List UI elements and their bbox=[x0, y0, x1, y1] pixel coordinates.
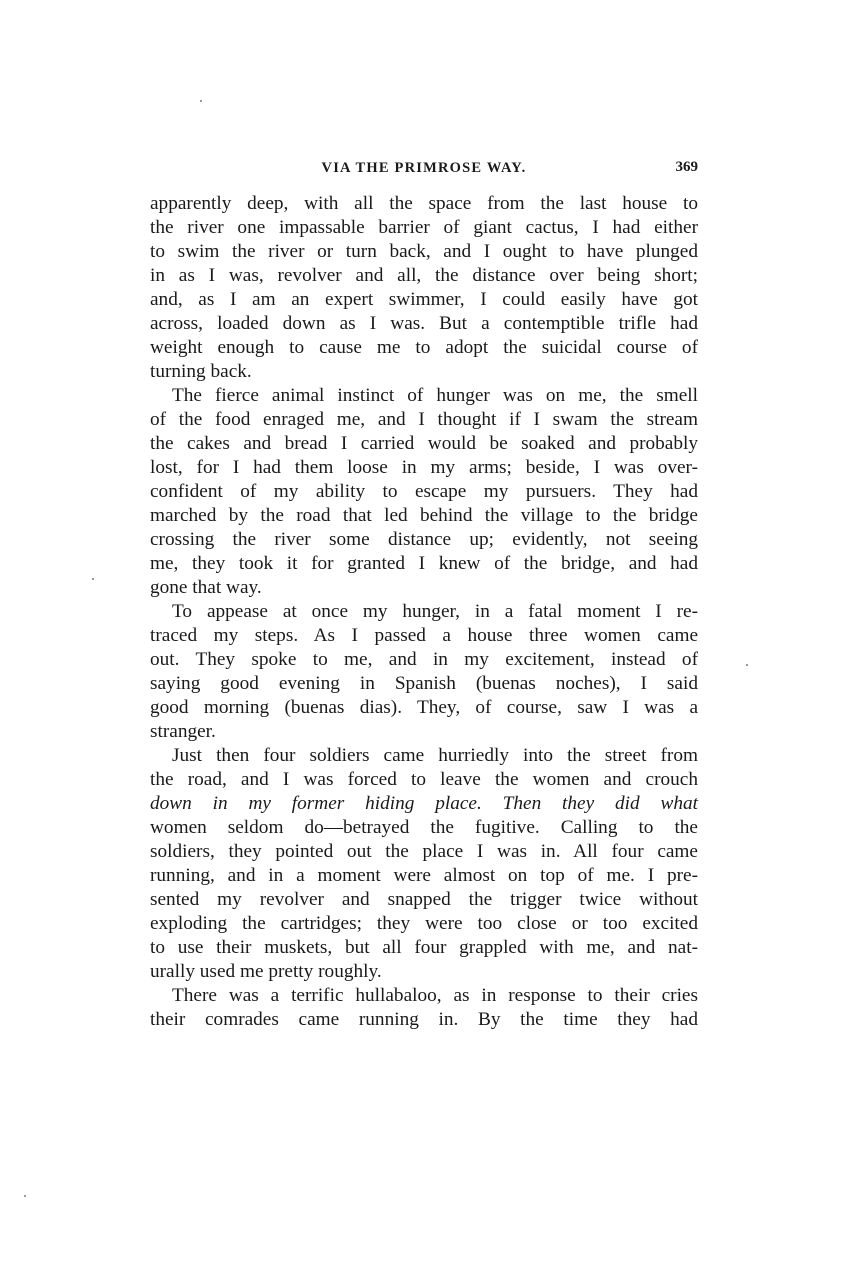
text-line: The fierce animal instinct of hunger was on me, the smell bbox=[172, 385, 698, 406]
text-line: marched by the road that led behind the village to the bridge bbox=[150, 505, 698, 526]
text-line: me, they took it for granted I knew of the bridge, and had bbox=[150, 553, 698, 574]
text-line: the road, and I was forced to leave the women and crouch bbox=[150, 769, 698, 790]
text-line: stranger. bbox=[150, 721, 216, 742]
text-line: women seldom do—betrayed the fugitive. Calling to the bbox=[150, 817, 698, 838]
text-line: across, loaded down as I was. But a contemptible trifle had bbox=[150, 313, 698, 334]
text-line: sented my revolver and snapped the trigger twice without bbox=[150, 889, 698, 910]
text-line: lost, for I had them loose in my arms; beside, I was over- bbox=[150, 457, 698, 478]
text-line: to swim the river or turn back, and I ought to have plunged bbox=[150, 241, 698, 262]
text-line: weight enough to cause me to adopt the suicidal course of bbox=[150, 337, 698, 358]
text-line: urally used me pretty roughly. bbox=[150, 961, 382, 982]
scan-speck bbox=[24, 1195, 26, 1197]
running-title: VIA THE PRIMROSE WAY. bbox=[321, 160, 527, 176]
text-line: traced my steps. As I passed a house three women came bbox=[150, 625, 698, 646]
scan-speck bbox=[92, 578, 94, 580]
scan-speck bbox=[200, 100, 202, 102]
text-line: crossing the river some distance up; evidently, not seeing bbox=[150, 529, 698, 550]
text-line: apparently deep, with all the space from the last house to bbox=[150, 193, 698, 214]
text-line: of the food enraged me, and I thought if I swam the stream bbox=[150, 409, 698, 430]
text-line: To appease at once my hunger, in a fatal moment I re- bbox=[172, 601, 698, 622]
page-number: 369 bbox=[675, 159, 698, 175]
scan-speck bbox=[746, 664, 748, 666]
text-line: soldiers, they pointed out the place I was in. All four came bbox=[150, 841, 698, 862]
text-line: their comrades came running in. By the time they had bbox=[150, 1009, 698, 1030]
text-line: confident of my ability to escape my pursuers. They had bbox=[150, 481, 698, 502]
text-line: running, and in a moment were almost on top of me. I pre- bbox=[150, 865, 698, 886]
text-line: the cakes and bread I carried would be soaked and probably bbox=[150, 433, 698, 454]
text-line: down in my former hiding place. Then they did what bbox=[150, 793, 698, 814]
text-line: out. They spoke to me, and in my excitement, instead of bbox=[150, 649, 698, 670]
text-line: Just then four soldiers came hurriedly into the street from bbox=[172, 745, 698, 766]
text-line: gone that way. bbox=[150, 577, 262, 598]
text-line: exploding the cartridges; they were too close or too excited bbox=[150, 913, 698, 934]
text-line: good morning (buenas dias). They, of course, saw I was a bbox=[150, 697, 698, 718]
text-line: to use their muskets, but all four grappled with me, and nat- bbox=[150, 937, 698, 958]
text-line: saying good evening in Spanish (buenas noches), I said bbox=[150, 673, 698, 694]
text-line: turning back. bbox=[150, 361, 252, 382]
page-header bbox=[150, 158, 698, 182]
page-body bbox=[150, 192, 698, 1032]
text-line: the river one impassable barrier of giant cactus, I had either bbox=[150, 217, 698, 238]
text-line: and, as I am an expert swimmer, I could easily have got bbox=[150, 289, 698, 310]
text-line: in as I was, revolver and all, the distance over being short; bbox=[150, 265, 698, 286]
text-line: There was a terrific hullabaloo, as in response to their cries bbox=[172, 985, 698, 1006]
